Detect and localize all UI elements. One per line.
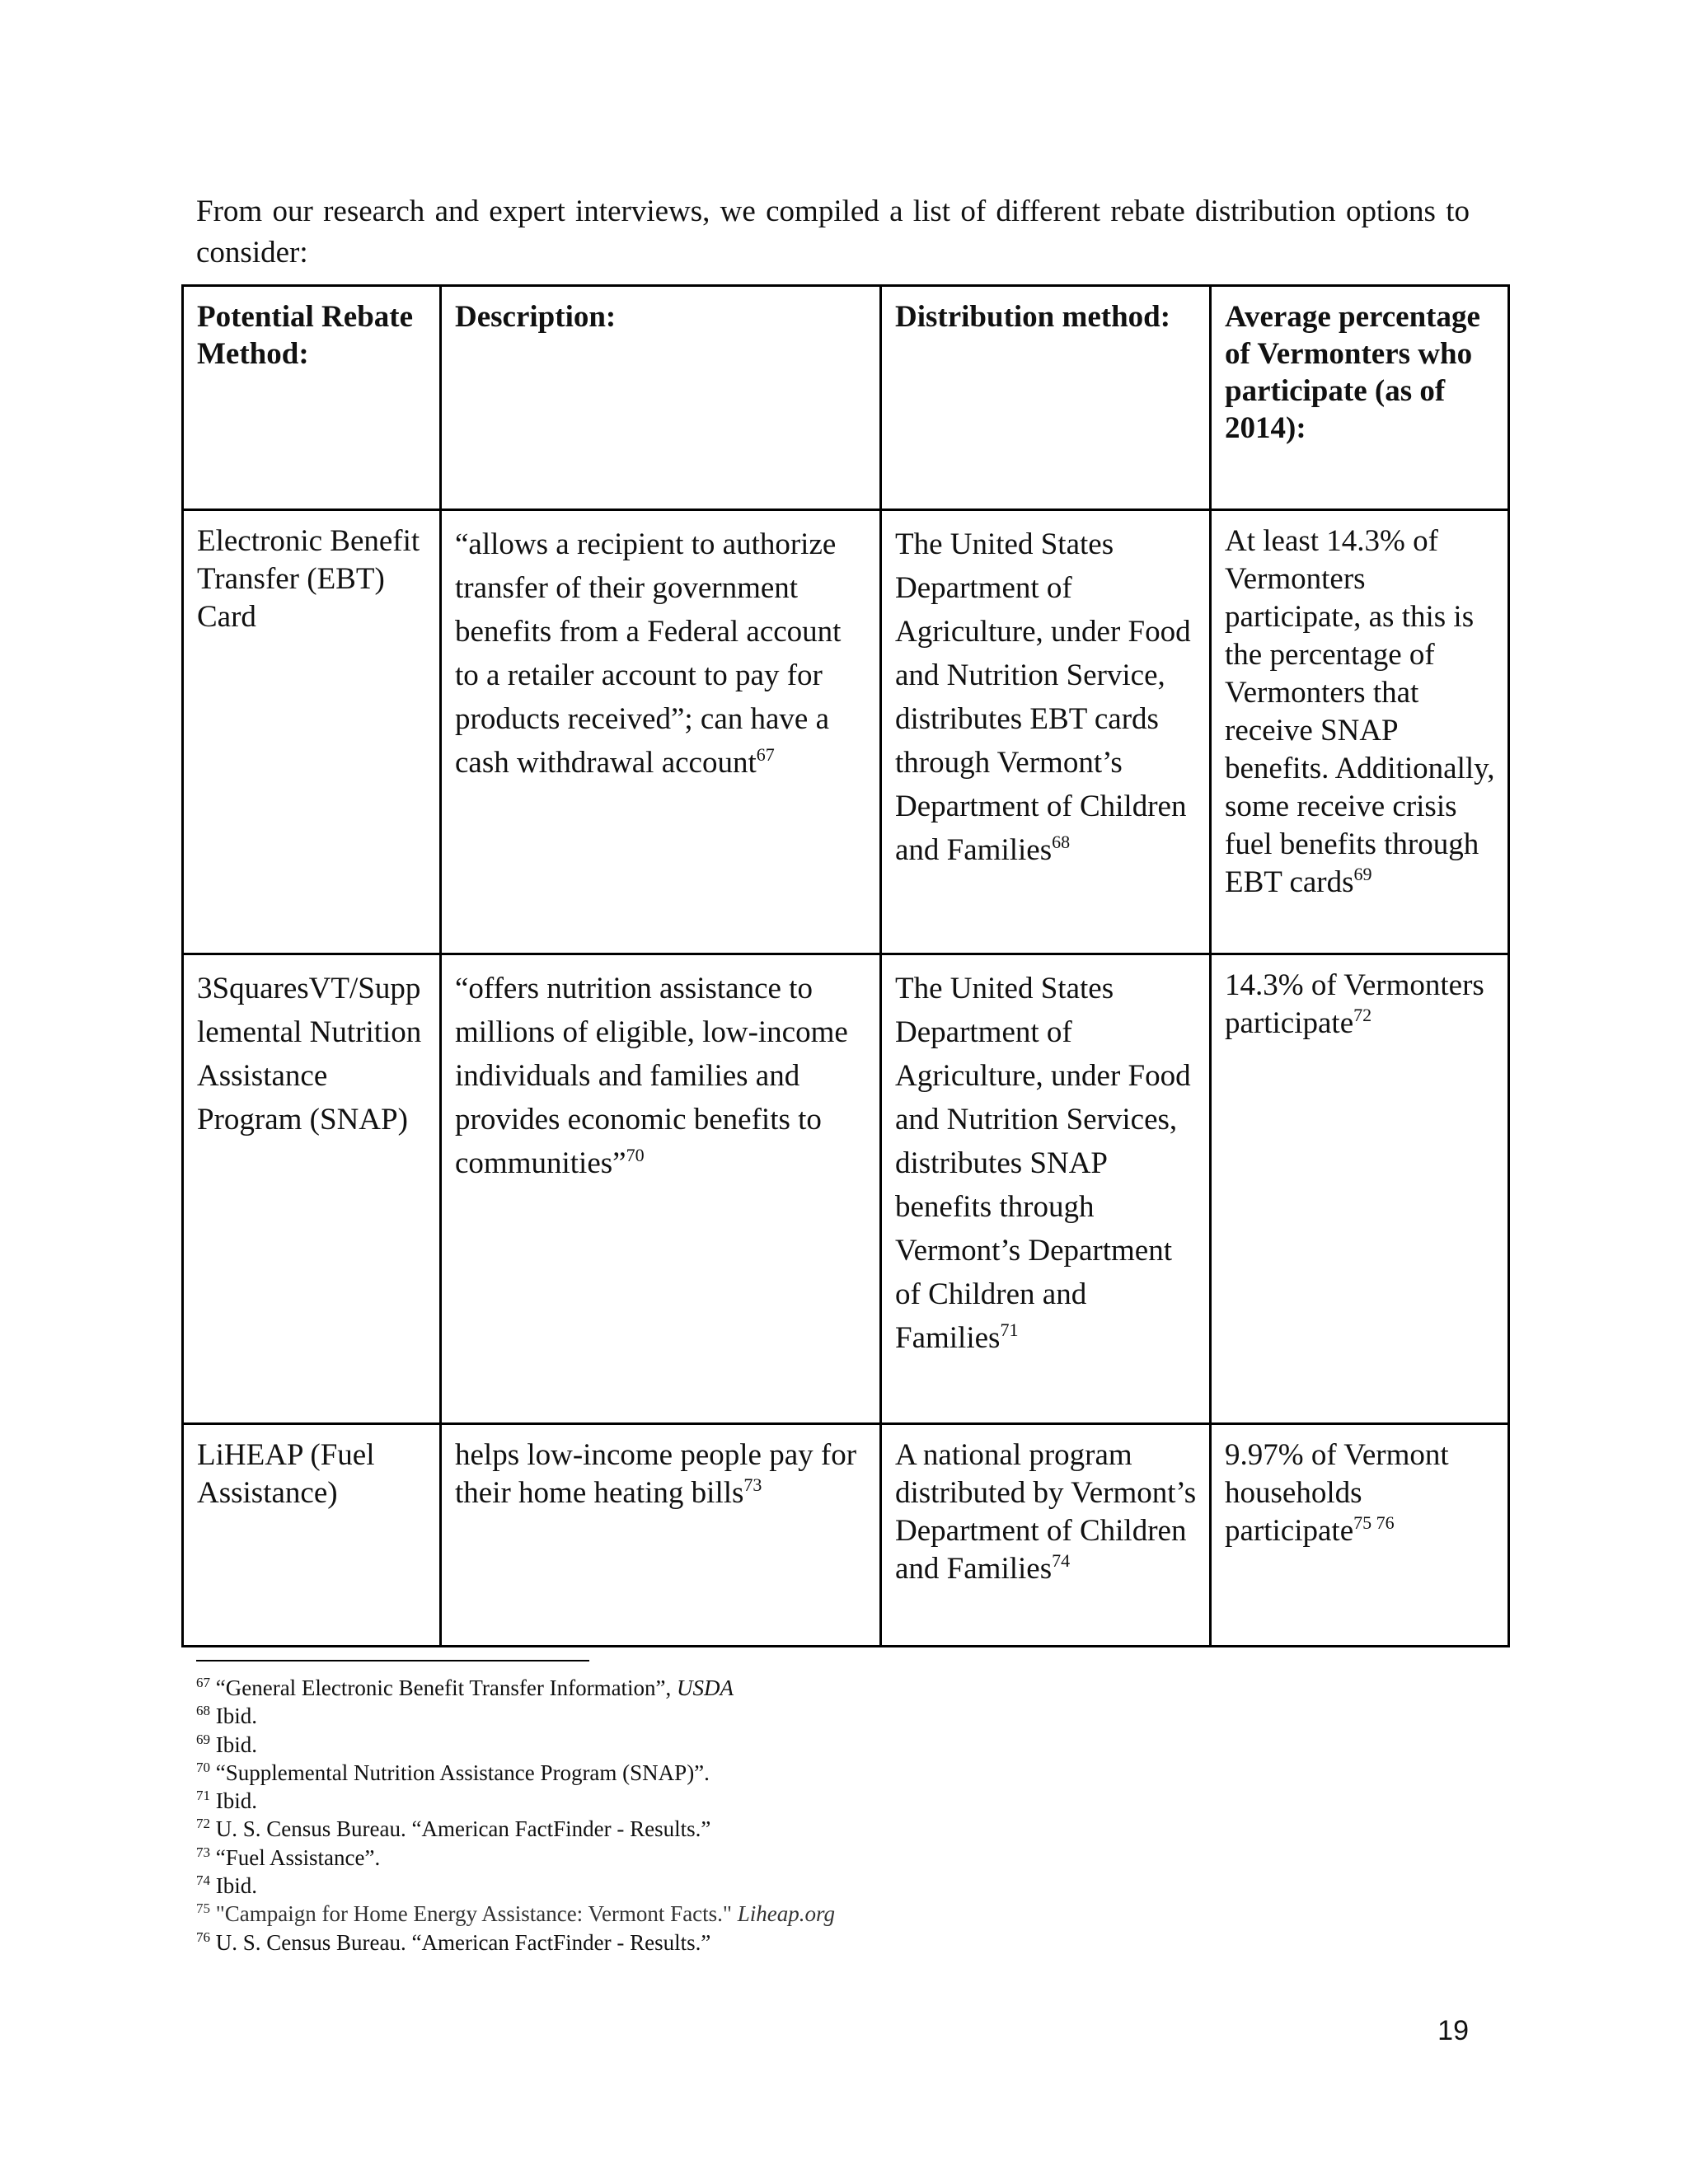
footnote — [196, 1900, 1432, 1928]
rebate-options-table — [181, 284, 1510, 1647]
footnote-divider — [196, 1660, 589, 1661]
footnote-ref: 69 — [1353, 864, 1372, 884]
header-description: Description: — [441, 286, 881, 510]
distribution-text: A national program distributed by Vermont’s Department of Children and Families — [895, 1438, 1197, 1586]
footnote — [196, 1844, 1432, 1872]
cell-distribution — [881, 954, 1211, 1424]
description-text: “allows a recipient to authorize transfer of their government benefits from a Federal account to a retailer account to pay for products received”; can have a cash withdrawal account — [455, 527, 842, 780]
footnote-text: “General Electronic Benefit Transfer Information”, — [215, 1675, 678, 1700]
footnote-number: 72 — [196, 1816, 210, 1832]
cell-participation — [1211, 954, 1509, 1424]
footnote-ref: 71 — [1000, 1319, 1019, 1340]
cell-participation — [1211, 1424, 1509, 1647]
table-header-row — [183, 286, 1509, 510]
page-number: 19 — [1437, 2015, 1469, 2046]
table-row — [183, 954, 1509, 1424]
cell-participation — [1211, 510, 1509, 954]
table-row — [183, 1424, 1509, 1647]
footnote — [196, 1759, 1432, 1787]
footnote-number: 68 — [196, 1703, 210, 1719]
footnote-text: U. S. Census Bureau. “American FactFinder - Results.” — [215, 1929, 711, 1955]
header-method: Potential Rebate Method: — [183, 286, 441, 510]
cell-distribution — [881, 510, 1211, 954]
footnote — [196, 1731, 1432, 1759]
footnote-text: Ibid. — [215, 1788, 257, 1814]
method-text: 3SquaresVT/Supplemental Nutrition Assistance Program (SNAP) — [197, 972, 422, 1137]
description-text: “offers nutrition assistance to millions of eligible, low-income individuals and families and provides economic benefits to communities” — [455, 972, 848, 1180]
footnote-text: U. S. Census Bureau. “American FactFinder - Results.” — [215, 1816, 711, 1842]
footnote-text: Ibid. — [215, 1873, 257, 1899]
footnote-number: 76 — [196, 1929, 210, 1945]
footnote-number: 71 — [196, 1788, 210, 1804]
cell-method — [183, 1424, 441, 1647]
header-distribution: Distribution method: — [881, 286, 1211, 510]
cell-method — [183, 954, 441, 1424]
distribution-text: The United States Department of Agriculture, under Food and Nutrition Service, distributes EBT cards through Vermont’s Department of Children and Families — [895, 527, 1191, 867]
footnote-ref: 67 — [756, 744, 775, 765]
footnote-number: 70 — [196, 1759, 210, 1775]
method-text: LiHEAP (Fuel Assistance) — [197, 1438, 375, 1510]
footnotes — [196, 1674, 1432, 1957]
footnote — [196, 1702, 1432, 1730]
cell-description — [441, 1424, 881, 1647]
footnote — [196, 1787, 1432, 1815]
method-text: Electronic Benefit Transfer (EBT) Card — [197, 524, 420, 634]
footnote — [196, 1872, 1432, 1900]
header-participation: Average percentage of Vermonters who participate (as of 2014): — [1211, 286, 1509, 510]
footnote-text: “Fuel Assistance”. — [215, 1844, 381, 1870]
footnote-ref: 74 — [1052, 1550, 1071, 1571]
participation-text: At least 14.3% of Vermonters participate, as this is the percentage of Vermonters that receive SNAP benefits. Additionally, some receive crisis fuel benefits through EBT cards — [1225, 524, 1495, 899]
footnote-source: USDA — [677, 1675, 734, 1700]
footnote-number: 74 — [196, 1872, 210, 1889]
footnote-number: 67 — [196, 1675, 210, 1690]
footnote — [196, 1815, 1432, 1843]
cell-description — [441, 510, 881, 954]
cell-description — [441, 954, 881, 1424]
footnote-number: 75 — [196, 1900, 210, 1917]
description-text: helps low-income people pay for their home heating bills — [455, 1438, 857, 1510]
footnote-ref: 72 — [1353, 1005, 1372, 1025]
footnote-number: 73 — [196, 1844, 210, 1860]
footnote-source: Liheap.org — [737, 1901, 835, 1927]
footnote — [196, 1929, 1432, 1957]
distribution-text: The United States Department of Agriculture, under Food and Nutrition Services, distributes SNAP benefits through Vermont’s Department of Children and Families — [895, 972, 1191, 1355]
footnote-ref: 70 — [626, 1145, 645, 1165]
cell-method — [183, 510, 441, 954]
footnote-ref: 75 76 — [1353, 1512, 1395, 1533]
footnote — [196, 1674, 1432, 1702]
intro-paragraph: From our research and expert interviews, we compiled a list of different rebate distribution options to consider: — [196, 194, 1470, 269]
cell-distribution — [881, 1424, 1211, 1647]
footnote-ref: 68 — [1052, 832, 1071, 852]
participation-text: 9.97% of Vermont households participate — [1225, 1438, 1449, 1548]
footnote-text: Ibid. — [215, 1732, 257, 1757]
footnote-text: Ibid. — [215, 1704, 257, 1729]
footnote-text: "Campaign for Home Energy Assistance: Vermont Facts." — [215, 1901, 738, 1927]
participation-text: 14.3% of Vermonters participate — [1225, 968, 1484, 1040]
footnote-ref: 73 — [743, 1474, 762, 1495]
table-row — [183, 510, 1509, 954]
footnote-text: “Supplemental Nutrition Assistance Program (SNAP)”. — [215, 1760, 710, 1785]
footnote-number: 69 — [196, 1731, 210, 1747]
